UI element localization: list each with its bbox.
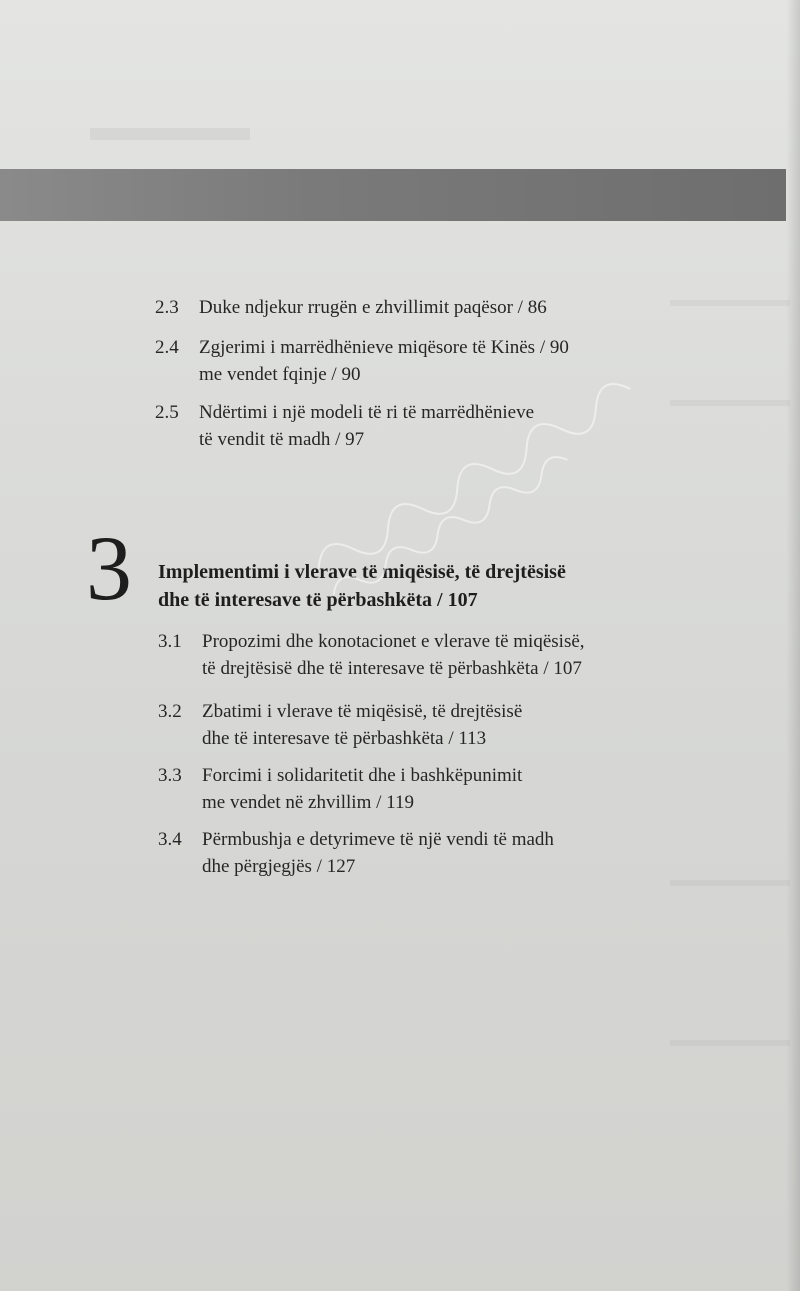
chapter-title-line: Implementimi i vlerave të miqësisë, të drejtësisë	[158, 561, 566, 583]
toc-entry-text: Zbatimi i vlerave të miqësisë, të drejtësisë	[202, 701, 523, 722]
toc-entry-text: Ndërtimi i një modeli të ri të marrëdhënieve	[199, 402, 535, 423]
toc-entry-text-continued: të vendit të madh / 97	[199, 429, 365, 450]
toc-entry-number: 2.3	[155, 297, 179, 318]
toc-entry-number: 3.4	[158, 829, 182, 850]
toc-entry-number: 3.3	[158, 765, 182, 786]
toc-entry-text-continued: dhe të interesave të përbashkëta / 113	[202, 728, 487, 749]
toc-entry-number: 2.5	[155, 402, 179, 423]
toc-entry-text: Zgjerimi i marrëdhënieve miqësore të Kinës / 90	[199, 337, 569, 358]
header-band	[0, 169, 786, 221]
toc-entry-2-3	[155, 294, 547, 321]
bleed-through-line	[670, 1040, 790, 1046]
toc-entry-3-4	[158, 826, 554, 880]
toc-entry-text-continued: dhe përgjegjës / 127	[202, 856, 356, 877]
page-header-bleed	[90, 128, 250, 140]
toc-entry-number: 2.4	[155, 337, 179, 358]
bleed-through-line	[670, 880, 790, 886]
bleed-through-line	[670, 400, 790, 406]
bleed-through-line	[670, 300, 790, 306]
toc-entry-text: Duke ndjekur rrugën e zhvillimit paqësor / 86	[199, 297, 547, 318]
toc-entry-3-2	[158, 698, 522, 752]
page-edge-shadow	[786, 0, 800, 1291]
toc-entry-number: 3.2	[158, 701, 182, 722]
toc-entry-text: Propozimi dhe konotacionet e vlerave të miqësisë,	[202, 631, 585, 652]
toc-entry-text-continued: të drejtësisë dhe të interesave të përbashkëta / 107	[202, 658, 582, 679]
toc-entry-text-continued: me vendet fqinje / 90	[199, 364, 361, 385]
chapter-title-line: dhe të interesave të përbashkëta / 107	[158, 589, 478, 611]
toc-entry-3-1	[158, 628, 585, 682]
toc-entry-text-continued: me vendet në zhvillim / 119	[202, 792, 414, 813]
toc-entry-number: 3.1	[158, 631, 182, 652]
toc-entry-2-5	[155, 399, 534, 453]
toc-entry-2-4	[155, 334, 569, 388]
toc-entry-text: Përmbushja e detyrimeve të një vendi të madh	[202, 829, 554, 850]
toc-entry-text: Forcimi i solidaritetit dhe i bashkëpunimit	[202, 765, 523, 786]
chapter-number: 3	[86, 517, 132, 619]
toc-entry-3-3	[158, 762, 522, 816]
chapter-title	[158, 558, 678, 614]
